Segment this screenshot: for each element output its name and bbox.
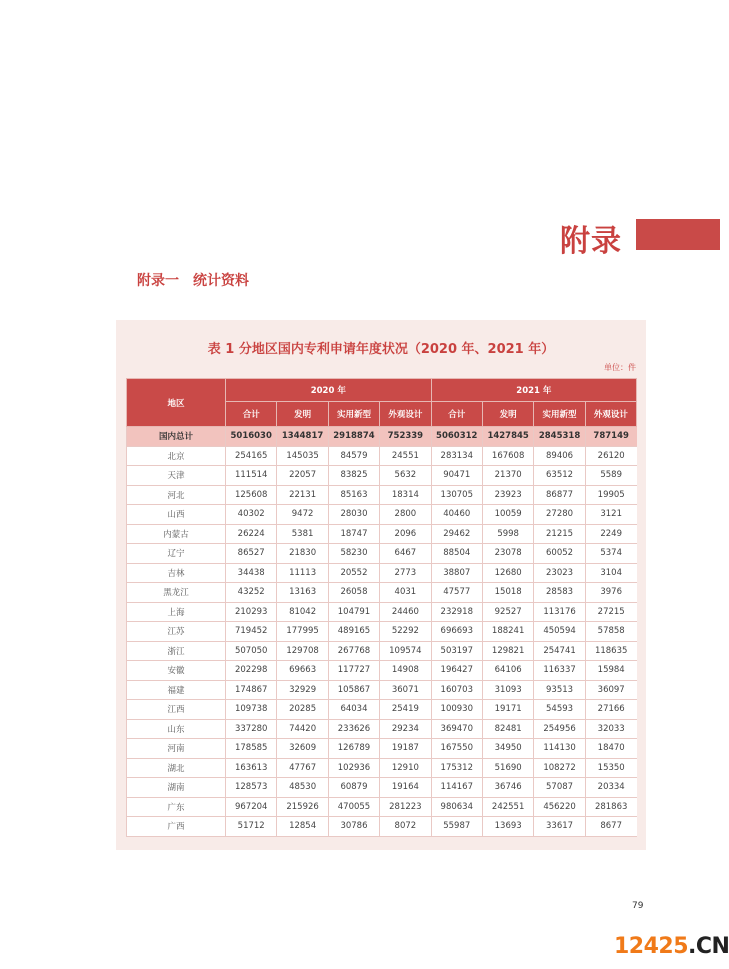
region-header: 地区	[127, 379, 226, 427]
region-cell: 辽宁	[127, 544, 226, 564]
value-cell: 109738	[226, 700, 277, 720]
value-cell: 6467	[380, 544, 431, 564]
region-cell: 湖北	[127, 758, 226, 778]
region-cell: 吉林	[127, 563, 226, 583]
value-cell: 36746	[482, 778, 533, 798]
value-cell: 32609	[277, 739, 328, 759]
value-cell: 232918	[431, 602, 482, 622]
value-cell: 5060312	[431, 427, 482, 447]
table-row	[127, 524, 637, 544]
value-cell: 27215	[585, 602, 636, 622]
value-cell: 114167	[431, 778, 482, 798]
value-cell: 69663	[277, 661, 328, 681]
value-cell: 126789	[328, 739, 379, 759]
value-cell: 12854	[277, 817, 328, 837]
value-cell: 88504	[431, 544, 482, 564]
table-row	[127, 739, 637, 759]
value-cell: 105867	[328, 680, 379, 700]
value-cell: 34950	[482, 739, 533, 759]
value-cell: 22057	[277, 466, 328, 486]
value-cell: 283134	[431, 446, 482, 466]
value-cell: 26224	[226, 524, 277, 544]
value-cell: 456220	[534, 797, 585, 817]
value-cell: 34438	[226, 563, 277, 583]
table-row	[127, 622, 637, 642]
value-cell: 86877	[534, 485, 585, 505]
value-cell: 8677	[585, 817, 636, 837]
value-cell: 9472	[277, 505, 328, 525]
value-cell: 36071	[380, 680, 431, 700]
value-cell: 23023	[534, 563, 585, 583]
value-cell: 89406	[534, 446, 585, 466]
table-row	[127, 817, 637, 837]
value-cell: 178585	[226, 739, 277, 759]
table-row	[127, 466, 637, 486]
value-cell: 100930	[431, 700, 482, 720]
value-cell: 188241	[482, 622, 533, 642]
table-row	[127, 797, 637, 817]
value-cell: 55987	[431, 817, 482, 837]
value-cell: 369470	[431, 719, 482, 739]
value-cell: 118635	[585, 641, 636, 661]
value-cell: 63512	[534, 466, 585, 486]
appendix-title-bar	[636, 219, 720, 250]
patent-applications-table	[126, 378, 637, 837]
value-cell: 47767	[277, 758, 328, 778]
value-cell: 83825	[328, 466, 379, 486]
value-cell: 5998	[482, 524, 533, 544]
value-cell: 12910	[380, 758, 431, 778]
value-cell: 47577	[431, 583, 482, 603]
value-cell: 254165	[226, 446, 277, 466]
value-cell: 23078	[482, 544, 533, 564]
value-cell: 33617	[534, 817, 585, 837]
unit-label: 单位：件	[604, 363, 636, 372]
region-cell: 广西	[127, 817, 226, 837]
value-cell: 281223	[380, 797, 431, 817]
value-cell: 60052	[534, 544, 585, 564]
column-header: 实用新型	[328, 402, 379, 427]
table-row	[127, 700, 637, 720]
table-row	[127, 563, 637, 583]
region-cell: 山东	[127, 719, 226, 739]
value-cell: 20334	[585, 778, 636, 798]
watermark-suffix: .CN	[688, 934, 729, 959]
year-header-2020: 2020 年	[226, 379, 432, 402]
value-cell: 104791	[328, 602, 379, 622]
value-cell: 85163	[328, 485, 379, 505]
table-row	[127, 661, 637, 681]
value-cell: 38807	[431, 563, 482, 583]
region-cell: 黑龙江	[127, 583, 226, 603]
value-cell: 102936	[328, 758, 379, 778]
value-cell: 196427	[431, 661, 482, 681]
value-cell: 4031	[380, 583, 431, 603]
value-cell: 114130	[534, 739, 585, 759]
value-cell: 125608	[226, 485, 277, 505]
value-cell: 696693	[431, 622, 482, 642]
value-cell: 19164	[380, 778, 431, 798]
appendix-title: 附录	[560, 224, 622, 259]
value-cell: 5632	[380, 466, 431, 486]
region-cell: 北京	[127, 446, 226, 466]
value-cell: 5016030	[226, 427, 277, 447]
region-cell: 天津	[127, 466, 226, 486]
value-cell: 15018	[482, 583, 533, 603]
table-row	[127, 680, 637, 700]
value-cell: 29462	[431, 524, 482, 544]
value-cell: 20285	[277, 700, 328, 720]
value-cell: 21370	[482, 466, 533, 486]
table-row	[127, 544, 637, 564]
value-cell: 52292	[380, 622, 431, 642]
column-header: 合计	[431, 402, 482, 427]
value-cell: 13163	[277, 583, 328, 603]
value-cell: 84579	[328, 446, 379, 466]
value-cell: 1427845	[482, 427, 533, 447]
column-header: 外观设计	[380, 402, 431, 427]
value-cell: 129708	[277, 641, 328, 661]
value-cell: 175312	[431, 758, 482, 778]
value-cell: 117727	[328, 661, 379, 681]
value-cell: 2918874	[328, 427, 379, 447]
value-cell: 215926	[277, 797, 328, 817]
table-row	[127, 641, 637, 661]
table-row	[127, 719, 637, 739]
value-cell: 57087	[534, 778, 585, 798]
value-cell: 3121	[585, 505, 636, 525]
value-cell: 19171	[482, 700, 533, 720]
value-cell: 27280	[534, 505, 585, 525]
value-cell: 51712	[226, 817, 277, 837]
value-cell: 19187	[380, 739, 431, 759]
value-cell: 113176	[534, 602, 585, 622]
column-header: 合计	[226, 402, 277, 427]
value-cell: 242551	[482, 797, 533, 817]
value-cell: 5381	[277, 524, 328, 544]
value-cell: 19905	[585, 485, 636, 505]
value-cell: 980634	[431, 797, 482, 817]
value-cell: 92527	[482, 602, 533, 622]
value-cell: 18470	[585, 739, 636, 759]
value-cell: 129821	[482, 641, 533, 661]
value-cell: 108272	[534, 758, 585, 778]
value-cell: 23923	[482, 485, 533, 505]
table-row	[127, 485, 637, 505]
value-cell: 27166	[585, 700, 636, 720]
value-cell: 58230	[328, 544, 379, 564]
watermark-main: 12425	[614, 934, 689, 959]
value-cell: 30786	[328, 817, 379, 837]
value-cell: 787149	[585, 427, 636, 447]
region-cell: 安徽	[127, 661, 226, 681]
value-cell: 26120	[585, 446, 636, 466]
value-cell: 752339	[380, 427, 431, 447]
value-cell: 337280	[226, 719, 277, 739]
value-cell: 174867	[226, 680, 277, 700]
region-cell: 内蒙古	[127, 524, 226, 544]
value-cell: 210293	[226, 602, 277, 622]
value-cell: 28030	[328, 505, 379, 525]
value-cell: 3976	[585, 583, 636, 603]
value-cell: 15350	[585, 758, 636, 778]
value-cell: 163613	[226, 758, 277, 778]
value-cell: 18747	[328, 524, 379, 544]
value-cell: 15984	[585, 661, 636, 681]
value-cell: 267768	[328, 641, 379, 661]
value-cell: 503197	[431, 641, 482, 661]
value-cell: 177995	[277, 622, 328, 642]
column-header: 外观设计	[585, 402, 636, 427]
value-cell: 25419	[380, 700, 431, 720]
value-cell: 160703	[431, 680, 482, 700]
table-title: 表 1 分地区国内专利申请年度状况（2020 年、2021 年）	[207, 342, 555, 357]
value-cell: 93513	[534, 680, 585, 700]
region-cell: 湖南	[127, 778, 226, 798]
value-cell: 254956	[534, 719, 585, 739]
value-cell: 20552	[328, 563, 379, 583]
region-cell: 国内总计	[127, 427, 226, 447]
value-cell: 2773	[380, 563, 431, 583]
region-cell: 河南	[127, 739, 226, 759]
value-cell: 26058	[328, 583, 379, 603]
value-cell: 281863	[585, 797, 636, 817]
column-header: 发明	[482, 402, 533, 427]
region-cell: 浙江	[127, 641, 226, 661]
value-cell: 2096	[380, 524, 431, 544]
region-cell: 山西	[127, 505, 226, 525]
value-cell: 64034	[328, 700, 379, 720]
value-cell: 1344817	[277, 427, 328, 447]
table-row	[127, 505, 637, 525]
value-cell: 43252	[226, 583, 277, 603]
value-cell: 233626	[328, 719, 379, 739]
value-cell: 24551	[380, 446, 431, 466]
value-cell: 24460	[380, 602, 431, 622]
value-cell: 82481	[482, 719, 533, 739]
page-number: 79	[632, 901, 644, 911]
value-cell: 32033	[585, 719, 636, 739]
value-cell: 14908	[380, 661, 431, 681]
table-row	[127, 758, 637, 778]
value-cell: 86527	[226, 544, 277, 564]
value-cell: 967204	[226, 797, 277, 817]
value-cell: 64106	[482, 661, 533, 681]
value-cell: 167608	[482, 446, 533, 466]
year-header-2021: 2021 年	[431, 379, 637, 402]
value-cell: 48530	[277, 778, 328, 798]
value-cell: 202298	[226, 661, 277, 681]
table-row	[127, 446, 637, 466]
value-cell: 28583	[534, 583, 585, 603]
value-cell: 719452	[226, 622, 277, 642]
table-row	[127, 583, 637, 603]
value-cell: 12680	[482, 563, 533, 583]
value-cell: 60879	[328, 778, 379, 798]
section-title: 附录一 统计资料	[137, 273, 249, 289]
value-cell: 21215	[534, 524, 585, 544]
value-cell: 3104	[585, 563, 636, 583]
value-cell: 167550	[431, 739, 482, 759]
total-row	[127, 427, 637, 447]
value-cell: 11113	[277, 563, 328, 583]
value-cell: 2800	[380, 505, 431, 525]
value-cell: 111514	[226, 466, 277, 486]
value-cell: 5374	[585, 544, 636, 564]
column-header: 实用新型	[534, 402, 585, 427]
value-cell: 90471	[431, 466, 482, 486]
column-header: 发明	[277, 402, 328, 427]
value-cell: 74420	[277, 719, 328, 739]
value-cell: 2845318	[534, 427, 585, 447]
value-cell: 470055	[328, 797, 379, 817]
region-cell: 江西	[127, 700, 226, 720]
value-cell: 81042	[277, 602, 328, 622]
value-cell: 51690	[482, 758, 533, 778]
site-watermark	[614, 934, 729, 959]
value-cell: 254741	[534, 641, 585, 661]
table-row	[127, 602, 637, 622]
value-cell: 36097	[585, 680, 636, 700]
value-cell: 21830	[277, 544, 328, 564]
region-cell: 江苏	[127, 622, 226, 642]
region-cell: 福建	[127, 680, 226, 700]
value-cell: 31093	[482, 680, 533, 700]
value-cell: 116337	[534, 661, 585, 681]
value-cell: 489165	[328, 622, 379, 642]
value-cell: 8072	[380, 817, 431, 837]
value-cell: 22131	[277, 485, 328, 505]
value-cell: 32929	[277, 680, 328, 700]
value-cell: 10059	[482, 505, 533, 525]
region-cell: 河北	[127, 485, 226, 505]
value-cell: 40302	[226, 505, 277, 525]
value-cell: 507050	[226, 641, 277, 661]
value-cell: 130705	[431, 485, 482, 505]
value-cell: 128573	[226, 778, 277, 798]
value-cell: 54593	[534, 700, 585, 720]
value-cell: 18314	[380, 485, 431, 505]
value-cell: 109574	[380, 641, 431, 661]
value-cell: 450594	[534, 622, 585, 642]
region-cell: 上海	[127, 602, 226, 622]
value-cell: 29234	[380, 719, 431, 739]
table-row	[127, 778, 637, 798]
value-cell: 2249	[585, 524, 636, 544]
value-cell: 40460	[431, 505, 482, 525]
value-cell: 145035	[277, 446, 328, 466]
value-cell: 57858	[585, 622, 636, 642]
value-cell: 13693	[482, 817, 533, 837]
value-cell: 5589	[585, 466, 636, 486]
region-cell: 广东	[127, 797, 226, 817]
